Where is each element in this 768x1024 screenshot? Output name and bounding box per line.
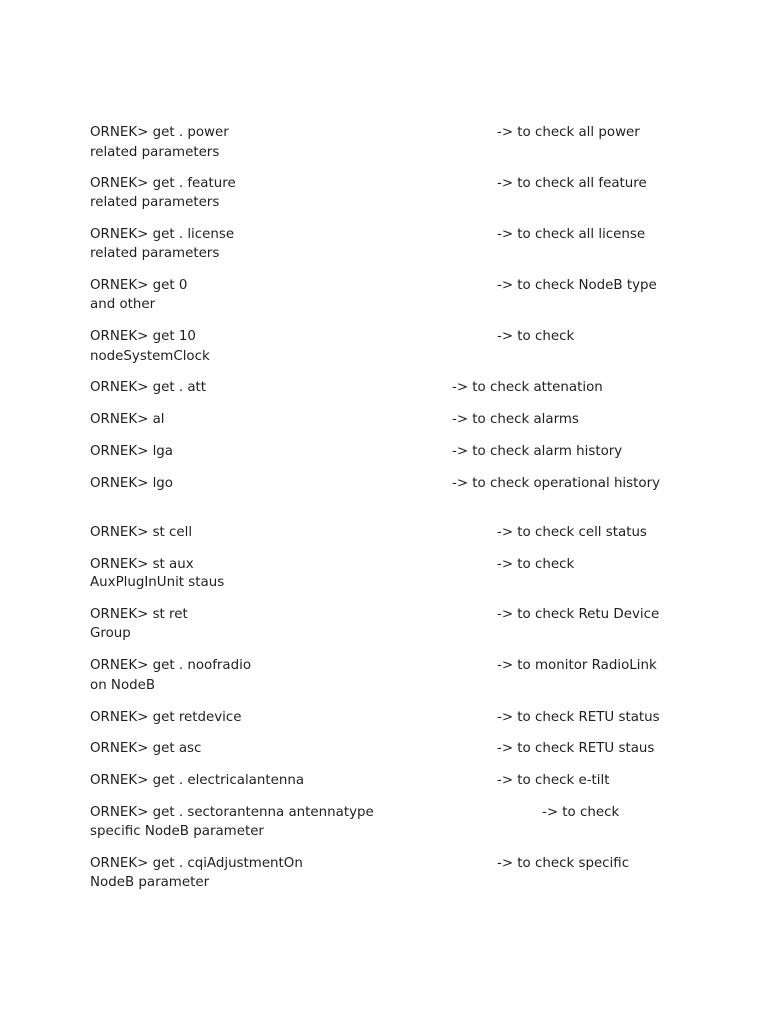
description-continuation: AuxPlugInUnit staus bbox=[90, 575, 225, 590]
description-continuation: related parameters bbox=[90, 145, 220, 160]
command-description: -> to check all license bbox=[497, 227, 646, 242]
command-text: ORNEK> get . cqiAdjustmentOn bbox=[90, 856, 303, 871]
command-description: -> to check NodeB type bbox=[497, 278, 657, 293]
description-continuation: Group bbox=[90, 626, 131, 641]
command-text: ORNEK> al bbox=[90, 412, 165, 427]
command-text: ORNEK> st cell bbox=[90, 525, 193, 540]
command-description: -> to monitor RadioLink bbox=[497, 658, 657, 673]
command-text: ORNEK> get . sectorantenna antennatype bbox=[90, 805, 374, 820]
command-description: -> to check alarms bbox=[452, 412, 579, 427]
command-description: -> to check Retu Device bbox=[497, 607, 660, 622]
command-description: -> to check bbox=[497, 329, 575, 344]
command-description: -> to check attenation bbox=[452, 380, 603, 395]
command-text: ORNEK> get . power bbox=[90, 125, 229, 140]
description-continuation: related parameters bbox=[90, 195, 220, 210]
command-text: ORNEK> get asc bbox=[90, 741, 202, 756]
command-text: ORNEK> lga bbox=[90, 444, 174, 459]
description-continuation: on NodeB bbox=[90, 678, 156, 693]
command-text: ORNEK> st ret bbox=[90, 607, 188, 622]
command-text: ORNEK> get retdevice bbox=[90, 710, 242, 725]
command-description: -> to check bbox=[497, 557, 575, 572]
command-text: ORNEK> get . noofradio bbox=[90, 658, 252, 673]
description-continuation: related parameters bbox=[90, 246, 220, 261]
description-continuation: nodeSystemClock bbox=[90, 349, 210, 364]
command-description: -> to check all power bbox=[497, 125, 640, 140]
description-continuation: and other bbox=[90, 297, 156, 312]
command-text: ORNEK> st aux bbox=[90, 557, 194, 572]
description-continuation: NodeB parameter bbox=[90, 875, 210, 890]
description-continuation: specific NodeB parameter bbox=[90, 824, 264, 839]
command-text: ORNEK> get . electricalantenna bbox=[90, 773, 305, 788]
command-description: -> to check alarm history bbox=[452, 444, 623, 459]
command-description: -> to check operational history bbox=[452, 476, 660, 491]
command-description: -> to check all feature bbox=[497, 176, 647, 191]
command-description: -> to check e-tilt bbox=[497, 773, 610, 788]
command-description: -> to check RETU status bbox=[497, 710, 660, 725]
command-description: -> to check specific bbox=[497, 856, 630, 871]
command-text: ORNEK> get 0 bbox=[90, 278, 188, 293]
command-text: ORNEK> get . att bbox=[90, 380, 207, 395]
command-description: -> to check bbox=[542, 805, 620, 820]
command-text: ORNEK> get . license bbox=[90, 227, 235, 242]
command-text: ORNEK> lgo bbox=[90, 476, 173, 491]
command-text: ORNEK> get . feature bbox=[90, 176, 236, 191]
command-text: ORNEK> get 10 bbox=[90, 329, 196, 344]
command-description: -> to check cell status bbox=[497, 525, 647, 540]
command-description: -> to check RETU staus bbox=[497, 741, 655, 756]
